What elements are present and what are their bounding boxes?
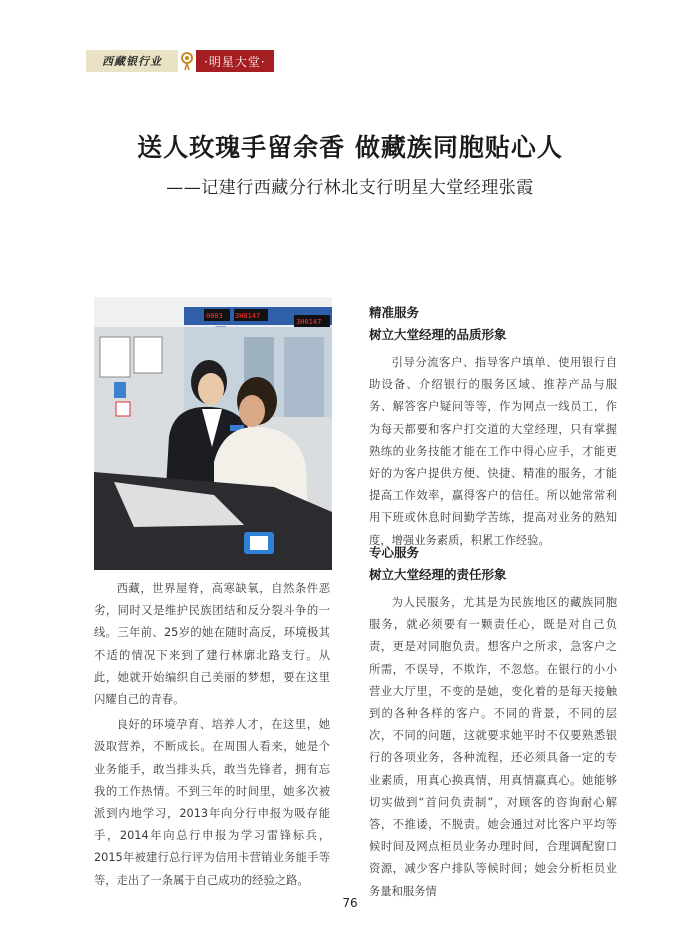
column-label: ·明星大堂· bbox=[196, 50, 274, 72]
section-precise-service bbox=[369, 302, 617, 552]
publication-brand: 西藏银行业 bbox=[86, 50, 178, 72]
paragraph: 西藏，世界屋脊，高寒缺氧，自然条件恶劣，同时又是维护民族团结和反分裂斗争的一线。三年前、25岁的她在随时高反，环境极其不适的情况下来到了建行林廓北路支行。从此，她就开始编织自己美丽的梦想，要在这里闪耀自己的青春。 bbox=[94, 582, 330, 707]
article-subtitle: ——记建行西藏分行林北支行明星大堂经理张霞 bbox=[166, 178, 534, 198]
section-subheading: 树立大堂经理的品质形象 bbox=[369, 327, 507, 342]
counter-display-3: 3H0147 bbox=[296, 318, 322, 326]
counter-display-2: 3H0147 bbox=[235, 312, 261, 320]
knot-ornament-icon bbox=[178, 50, 196, 72]
article-photo bbox=[94, 297, 332, 570]
section-dedicated-service bbox=[369, 542, 617, 903]
section-subheading: 树立大堂经理的责任形象 bbox=[369, 567, 507, 582]
page-number: 76 bbox=[342, 896, 358, 910]
paragraph: 良好的环境孕育、培养人才，在这里，她汲取营养，不断成长。在周围人看来，她是个业务能手，敢当排头兵，敢当先锋者，拥有忘我的工作热情。不到三年的时间里，她多次被派到内地学习，2013年向分行申报为吸存能手，2014年向总行申报为学习雷锋标兵，2015年被建行总行评为信用卡营销业务能手等等，走出了一条属于自己成功的经验之路。 bbox=[94, 718, 330, 887]
left-column-text bbox=[94, 578, 330, 892]
section-heading: 精准服务 bbox=[369, 305, 420, 320]
counter-display-1: 0003 bbox=[206, 312, 223, 320]
article-title: 送人玫瑰手留余香 做藏族同胞贴心人 bbox=[137, 133, 563, 162]
paragraph: 为人民服务，尤其是为民族地区的藏族同胞服务，就必须要有一颗责任心，既是对自己负责，更是对同胞负责。想客户之所求，急客户之所需，不误导，不欺诈，不忽悠。在银行的小小营业大厅里，不变的是她，变化着的是每天接触到的各种各样的客户。不同的背景，不同的层次，不同的问题，这就要求她平时不仅要熟悉银行的各项业务，各种流程，还必须具备一定的专业素质，用真心换真情，用真情赢真心。她能够切实做到“首问负责制”，对顾客的咨询耐心解答，不推诿，不脱责。她会通过对比客户平均等候时间及网点柜员业务办理时间，合理调配窗口资源，减少客户排队等候时间；她会分析柜员业务量和服务情 bbox=[369, 596, 617, 898]
section-banner bbox=[86, 50, 274, 72]
paragraph: 引导分流客户、指导客户填单、使用银行自助设备、介绍银行的服务区域、推荐产品与服务、解答客户疑问等等，作为网点一线员工，作为每天都要和客户打交道的大堂经理，只有掌握熟练的业务技能才能在工作中得心应手，才能更好的为客户提供方便、快捷、精准的服务，才能提高工作效率，赢得客户的信任。所以她常常利用下班或休息时间勤学苦练，提高对业务的熟知度，增强业务素质，积累工作经验。 bbox=[369, 356, 617, 547]
section-heading: 专心服务 bbox=[369, 545, 420, 560]
